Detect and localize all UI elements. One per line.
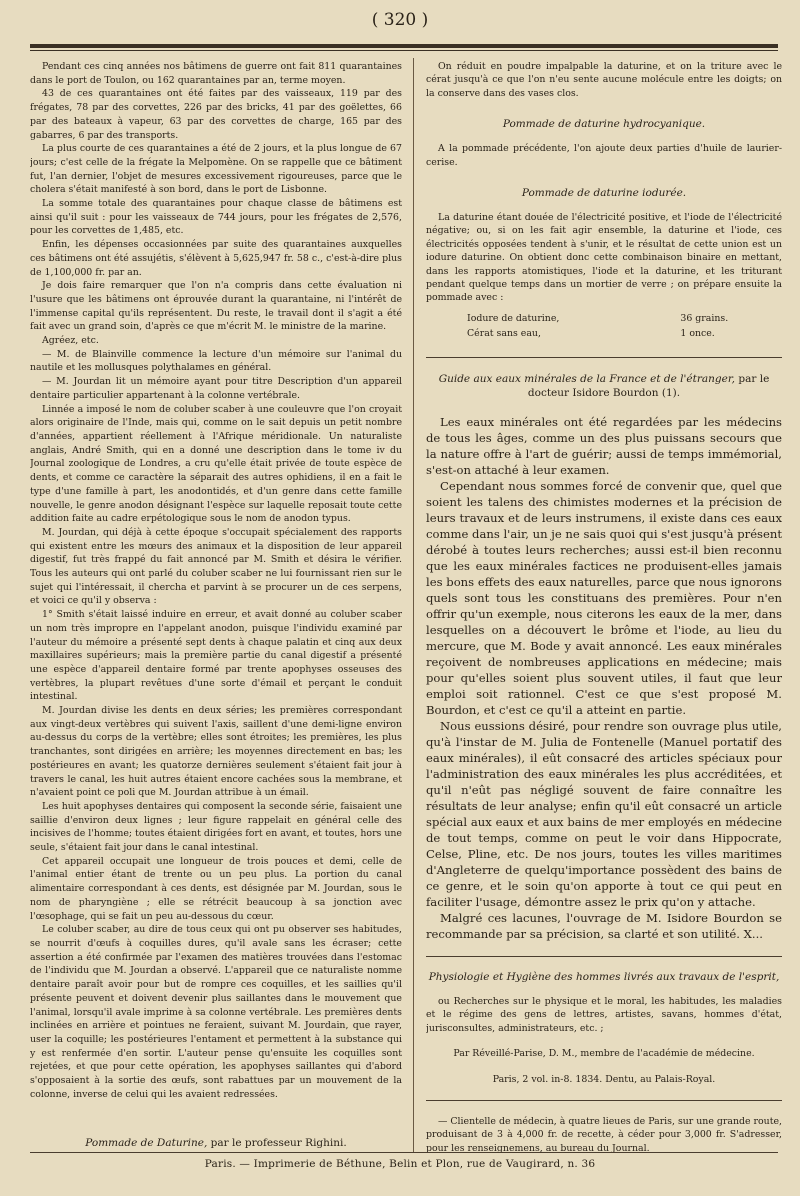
paragraph-recipe-method: On réduit en poudre impalpable la daturine, et on la triture avec le cérat jusqu'à ce que l'on n'eu sente aucune molécule entre les doigts; on la conserve dans des vases clos. [426,61,782,99]
header-rule-thin [30,50,778,51]
paragraph-hydro: A la pommade précédente, l'on ajoute deux parties d'huile de laurier-cerise. [426,143,782,168]
guide-title-author: par le docteur Isidore Bourdon (1). [527,372,770,399]
iodee-table [466,311,729,341]
paragraph-notice: — Clientelle de médecin, à quatre lieues de Paris, sur une grande route, produisant de 3 à 4,000 fr. de recette, à céder pour 3,000 fr. S'adresser, pour les renseignemens, au bureau du Journal. [426,1115,782,1152]
recipe-quantity: 36 grains. [680,312,729,324]
recipe-ingredient: Cérat sans eau, [467,327,541,339]
paragraph-blainville: — M. de Blainville commence la lecture d'un mémoire sur l'animal du nautile et les mollusques polythalames en général. [30,348,402,374]
column-divider [413,58,414,1152]
physio-publication: Paris, 2 vol. in-8. 1834. Dentu, au Palais-Royal. [492,1073,716,1085]
paragraph-guide-4 [426,910,782,942]
paragraph-quarantine-total: La somme totale des quarantaines pour chaque classe de bâtimens est ainsi qu'il suit : pour les vaisseaux de 744 jours, pour les frégates de 2,576, pour les corvettes de 1,485, etc. [30,198,402,237]
recipe-title-name: Pommade de Daturine, [85,1137,208,1150]
guide-title [426,372,782,400]
paragraph-guide-1: Les eaux minérales ont été regardées par les médecins de tous les âges, comme un des plus puissans secours que la nature offre à l'art de guérir; aussi de temps immémorial, s'est-on attaché à leur examen. [426,414,782,477]
imprint-rule [30,1152,778,1153]
recipe-title [30,1137,402,1151]
recipe-ingredient: Iodure de daturine, [467,312,560,324]
recipe-quantity: 1 once. [680,327,715,339]
paragraph-appareil-length: Cet appareil occupait une longueur de trois pouces et demi, celle de l'animal entier étant de trente ou un peu plus. La portion du canal alimentaire correspondant à ces dents, est désignée par M. Jourdan, sous le nom de pharyngiène ; elle se rétrécit beaucoup à sa jonction avec l'œsophage, qui se fait un peu au-dessous du cœur. [30,855,402,922]
guide-signature: X... [743,926,763,941]
paragraph-linnee: Linnée a imposé le nom de coluber scaber à une couleuvre que l'on croyait alors originaire de l'Inde, mais qui, comme on le sait depuis un petit nombre d'années, appartient réellement à l'Afrique méridionale. Un naturaliste anglais, André Smith, qui en a donné une description dans le tome iv du Journal zoologique de Londres, a cru qu'elle était privée de toute espèce de dents, et comme ce caractère la séparait des autres ophidiens, il en a fait le type d'une famille à part, les anodontidés, et d'un genre dans cette famille nouvelle, le genre anodon désignant l'espèce sur laquelle reposait toute cette addition faite au cadre erpétologique sous le nom de anodon typus. [30,403,402,525]
section-separator [426,1100,782,1101]
paragraph-salutation: Agréez, etc. [42,335,99,347]
paragraph-coluber-habits: Le coluber scaber, au dire de tous ceux qui ont pu observer ses habitudes, se nourrit d'œufs à coquilles dures, qu'il avale sans les écraser; cette assertion a été confirmée par l'examen des matières trouvées dans l'estomac de l'individu que M. Jourdan a observé. L'appareil que ce naturaliste nomme dentaire paraît avoir pour but de rompre ces coquilles, et les saillies qu'il présente peuvent et doivent devenir plus saillantes dans le mouvement que l'animal, lorsqu'il avale imprime à sa colonne vertébrale. Les premières dents inclinées en arrière et pointues ne feraient, suivant M. Jourdain, que rayer, user la coquille; les postérieures l'entament et permettent à la substance qui y est renfermée d'en sortir. L'auteur pense qu'ensuite les coquilles sont rejetées, et que pour cette opération, les apophyses saillantes qui d'abord s'opposaient à la sortie des œufs, sont rabattues par un mouvement de la colonne, inverse de celui qui les avaient redressées. [30,924,402,1100]
right-column [426,60,782,1152]
physio-subtitle: ou Recherches sur le physique et le moral, les habitudes, les maladies et le régime des gens de lettres, artistes, savans, hommes d'état, jurisconsultes, administrateurs, etc. ; [426,995,782,1034]
paragraph-guide-3: Nous eussions désiré, pour rendre son ouvrage plus utile, qu'à l'instar de M. Julia de Fontenelle (Manuel portatif des eaux minérales), il eût consacré des articles spéciaux pour l'administration des eaux minérales les plus accréditées, et qu'il n'eût pas négligé souvent de faire connaître les résultats de leur analyse; enfin qu'il eût consacré un article spécial aux eaux et aux bains de mer employés en médecine de tout temps, comme on peut le voir dans Hippocrate, Celse, Pline, etc. De nos jours, toutes les villes maritimes d'Angleterre de quelqu'importance possèdent des bains de ce genre, et le soin qu'on apporte à tout ce qui peut en faciliter l'usage, démontre assez le prix qu'on y attache. [426,718,782,909]
paragraph-guide-2: Cependant nous sommes forcé de convenir que, quel que soient les talens des chimistes modernes et la précision de leurs travaux et de leurs instrumens, il existe dans ces eaux comme dans l'air, un je ne sais quoi qui s'est jusqu'à présent dérobé à toutes leurs recherches; aussi est-il bien reconnu que les eaux minérales factices ne produisent-elles jamais les bons effets des eaux naturelles, parce que nous ignorons quels sont tous les constituans des premières. Pour n'en offrir qu'un exemple, nous citerons les eaux de la mer, dans lesquelles on a découvert le brôme et l'iode, au lieu du mercure, que M. Bode y avait annoncé. Les eaux minérales reçoivent de nombreuses applications en médecine; mais pour qu'elles soient plus souvent utiles, il faut que leur emploi soit rationnel. C'est ce que s'est proposé M. Bourdon, et c'est ce qu'il a atteint en partie. [426,478,782,717]
paragraph-apophyses: Les huit apophyses dentaires qui composent la seconde série, faisaient une saillie d'environ deux lignes ; leur figure rappelait en général celle des incisives de l'homme; toutes étaient dirigées fort en avant, et toutes, hors une seule, s'étaient fait jour dans le canal intestinal. [30,800,402,854]
paragraph-iodee: La daturine étant douée de l'électricité positive, et l'iode de l'électricité négative; ou, si on les fait agir ensemble, la daturine et l'iode, ces électricités opposées tendent à s'unir, et le résultat de cette union est un iodure daturine. On obtient donc cette combinaison binaire en mettant, dans les rapports atomistiques, l'iode et la daturine, et les triturant pendant quelque temps dans un mortier de verre ; on prépare ensuite la pommade avec : [426,212,782,304]
header-rule-thick [30,44,778,48]
paragraph-quarantine-breakdown: 43 de ces quarantaines ont été faites par des vaisseaux, 119 par des frégates, 78 par des corvettes, 226 par des bricks, 41 par des goëlettes, 66 par des bateaux à vapeur, 63 par des corvettes de charge, 165 par des gabarres, 6 par des transports. [30,88,402,141]
paragraph-quarantine-duration: La plus courte de ces quarantaines a été de 2 jours, et la plus longue de 67 jours; c'est celle de la frégate la Melpomène. On se rappelle que ce bâtiment fut, l'an dernier, l'objet de mesures excessivement rigoureuses, parce que le cholera s'était manifesté à son bord, dans le port de Lisbonne. [30,143,402,196]
guide-conclusion: Malgré ces lacunes, l'ouvrage de M. Isidore Bourdon se recommande par sa précision, sa clarté et son utilité. [426,910,782,941]
hydro-title: Pommade de daturine hydrocyanique. [502,118,706,131]
recipe-row [466,326,729,341]
paragraph-dent-series: M. Jourdan divise les dents en deux séries; les premières correspondant aux vingt-deux vertèbres qui suivent l'axis, saillent d'une demi-ligne environ au-dessus du corps de la vertèbre; elles sont étroites; les premières, les plus tranchantes, sont dirigées en arrière; les moyennes directement en bas; les postérieures en avant; les quatorze dernières seulement s'étaient fait jour à travers le canal, les huit autres étaient encore cachées sous la membrane, et n'avaient point ce poli que M. Jourdan attribue à un émail. [30,705,402,799]
section-separator [426,357,782,358]
guide-title-name: Guide aux eaux minérales de la France et de l'étranger, [438,372,736,385]
paragraph-jourdan-memoir: — M. Jourdan lit un mémoire ayant pour titre Description d'un appareil dentaire particulier appartenant à la colonne vertébrale. [30,376,402,401]
paragraph-jourdan-study: M. Jourdan, qui déjà à cette époque s'occupait spécialement des rapports qui existent entre les mœurs des animaux et la disposition de leur appareil digestif, fut très frappé du fait annoncé par M. Smith et désira le vérifier. Tous les auteurs qui ont parlé du coluber scaber ne lui fournissant rien sur le sujet qui l'intéressait, il chercha et parvint à se procurer un de ces serpens, et voici ce qu'il y observa : [30,526,402,607]
page-number: ( 320 ) [371,10,429,30]
section-separator [426,956,782,957]
left-column [30,60,402,1152]
physio-author: Par Réveillé-Parise, D. M., membre de l'académie de médecine. [453,1048,755,1060]
paragraph-quarantine-expenses: Enfin, les dépenses occasionnées par suite des quarantaines auxquelles ces bâtimens ont été assujétis, s'élèvent à 5,625,947 fr. 58 c., c'est-à-dire plus de 1,100,000 fr. par an. [30,239,402,278]
paragraph-smith-error: 1° Smith s'était laissé induire en erreur, et avait donné au coluber scaber un nom très impropre en l'appelant anodon, puisque l'individu examiné par l'auteur du mémoire a présenté sept dents à chaque palatin et cinq aux deux maxillaires supérieurs; mais la première partie du canal digestif a présenté une espèce d'appareil dentaire formé par trente apophyses osseuses des vertèbres, la plupart revêtues d'une sorte d'émail et perçant le conduit intestinal. [30,609,402,703]
imprint: Paris. — Imprimerie de Béthune, Belin et Plon, rue de Vaugirard, n. 36 [204,1158,596,1170]
recipe-title-author: par le professeur Righini. [210,1137,347,1150]
physio-title: Physiologie et Hygiène des hommes livrés aux travaux de l'esprit, [428,970,780,983]
paragraph-quarantine-count: Pendant ces cinq années nos bâtimens de guerre ont fait 811 quarantaines dans le port de Toulon, ou 162 quarantaines par an, terme moyen. [30,61,402,86]
iodee-title: Pommade de daturine iodurée. [521,187,687,200]
paragraph-remark: Je dois faire remarquer que l'on n'a compris dans cette évaluation ni l'usure que les bâtimens ont éprouvée durant la quarantaine, ni l'intérêt de l'immense capital qu'ils représentent. Du reste, le travail dont il s'agit a été fait avec un grand soin, d'après ce que m'écrit M. le ministre de la marine. [30,280,402,333]
recipe-row [466,311,729,326]
